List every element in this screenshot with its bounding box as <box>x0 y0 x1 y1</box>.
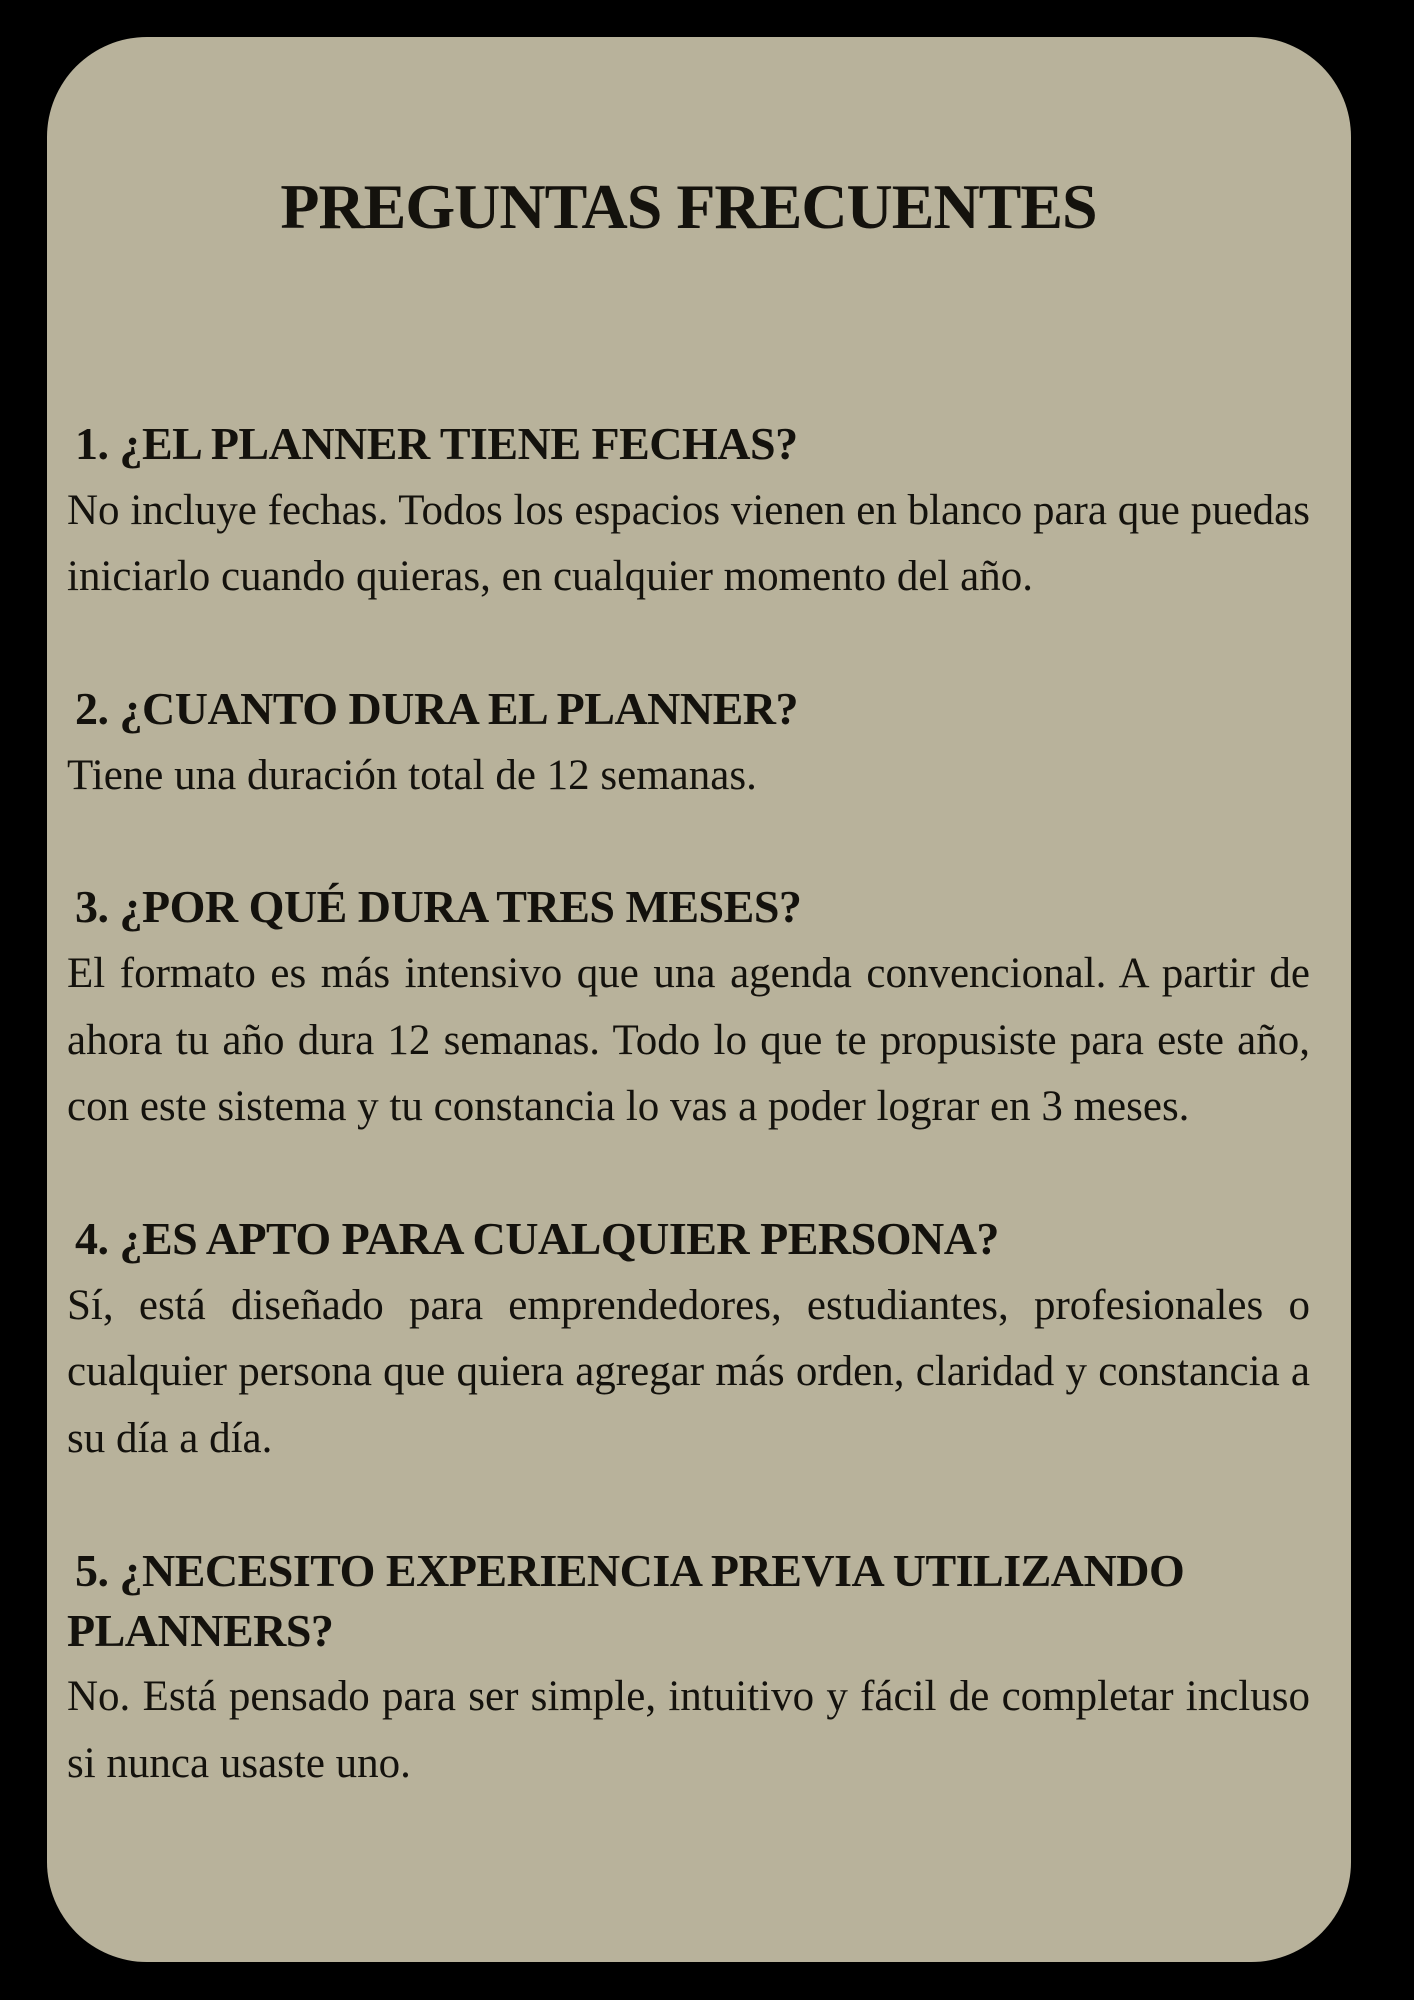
faq-answer: No. Está pensado para ser simple, intuitivo y fácil de completar incluso si nunca usaste uno. <box>67 1673 1310 1787</box>
faq-question: 4. ¿ES APTO PARA CUALQUIER PERSONA? <box>75 1213 999 1265</box>
faq-answer: No incluye fechas. Todos los espacios vienen en blanco para que puedas iniciarlo cuando quieras, en cualquier momento del año. <box>67 486 1310 601</box>
faq-card <box>47 37 1351 1962</box>
faq-item <box>67 1541 1310 1798</box>
faq-answer: Tiene una duración total de 12 semanas. <box>67 751 757 799</box>
faq-item <box>67 877 1310 1141</box>
faq-answer: Sí, está diseñado para emprendedores, estudiantes, profesionales o cualquier persona que quiera agregar más orden, claridad y constancia a su día a día. <box>67 1281 1310 1463</box>
faq-question: 3. ¿POR QUÉ DURA TRES MESES? <box>75 881 802 933</box>
faq-question: 2. ¿CUANTO DURA EL PLANNER? <box>75 682 799 734</box>
faq-question: 5. ¿NECESITO EXPERIENCIA PREVIA UTILIZANDO PLANNERS? <box>67 1544 1185 1656</box>
faq-item <box>67 414 1310 611</box>
faq-item <box>67 679 1310 809</box>
faq-item <box>67 1209 1310 1473</box>
page-title: PREGUNTAS FRECUENTES <box>280 171 1097 242</box>
faq-answer: El formato es más intensivo que una agenda convencional. A partir de ahora tu año dura 12 semanas. Todo lo que te propusiste para este año, con este sistema y tu constancia lo vas a poder lograr en 3 meses. <box>67 950 1310 1131</box>
faq-question: 1. ¿EL PLANNER TIENE FECHAS? <box>75 417 798 469</box>
